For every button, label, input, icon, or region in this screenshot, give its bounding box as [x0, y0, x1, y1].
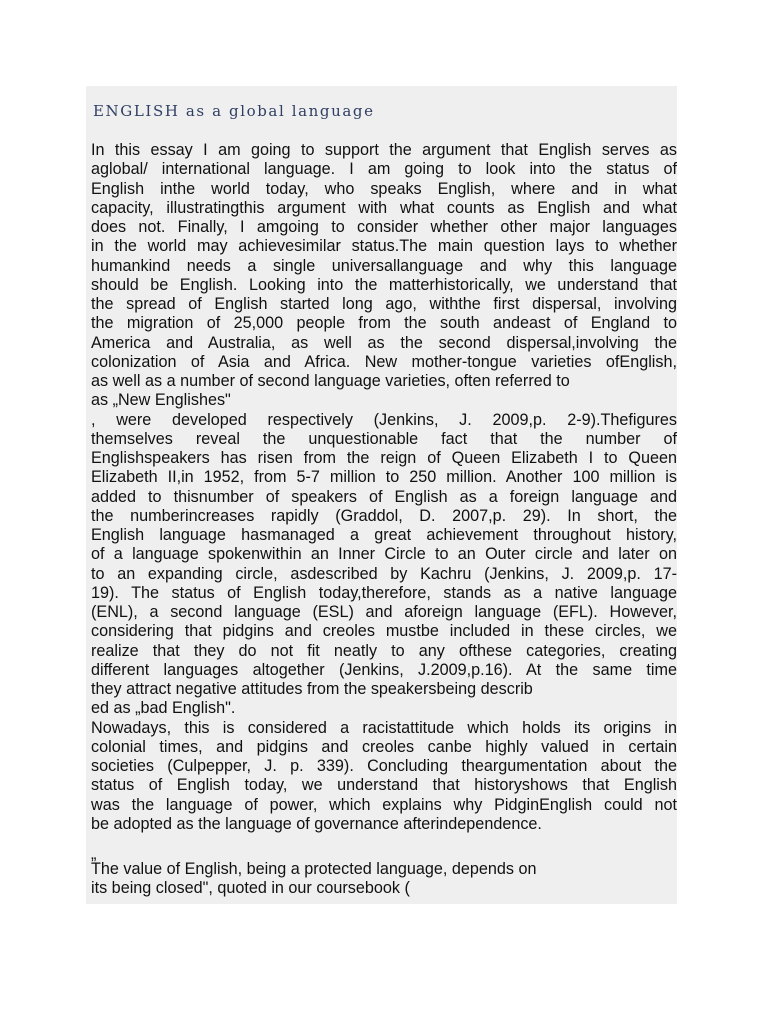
text-line: to an expanding circle, asdescribed by Kachru (Jenkins, J. 2009,p. 17-	[91, 564, 677, 583]
text-line: its being closed", quoted in our coursebook (	[91, 879, 410, 898]
text-line: The value of English, being a protected language, depends on	[91, 860, 537, 878]
text-line: realize that they do not fit neatly to any ofthese categories, creating	[91, 641, 677, 660]
text-line: capacity, illustratingthis argument with what counts as English and what	[91, 198, 677, 217]
text-line: added to thisnumber of speakers of English as a foreign language and	[91, 487, 677, 506]
text-line: should be English. Looking into the matterhistorically, we understand that	[91, 275, 677, 294]
text-line: 19). The status of English today,therefore, stands as a native language	[91, 583, 677, 602]
quote-mark: „	[91, 845, 97, 863]
text-line: status of English today, we understand that historyshows that English	[91, 776, 677, 795]
text-line: they attract negative attitudes from the speakersbeing describ	[91, 680, 533, 698]
text-line: be adopted as the language of governance afterindependence.	[91, 814, 542, 833]
document-body	[91, 141, 677, 899]
text-line: English language hasmanaged a great achievement throughout history,	[91, 526, 677, 544]
text-line: America and Australia, as well as the second dispersal,involving the	[91, 333, 677, 352]
text-line: in the world may achievesimilar status.The main question lays to whether	[91, 237, 677, 256]
text-line: aglobal/ international language. I am going to look into the status of	[91, 160, 677, 179]
text-line: the numberincreases rapidly (Graddol, D. 2007,p. 29). In short, the	[91, 506, 677, 525]
text-line: Englishspeakers has risen from the reign of Queen Elizabeth I to Queen	[91, 449, 677, 467]
text-line: the spread of English started long ago, withthe first dispersal, involving	[91, 295, 677, 313]
text-line: colonization of Asia and Africa. New mother-tongue varieties ofEnglish,	[91, 352, 677, 371]
text-line: the migration of 25,000 people from the south andeast of England to	[91, 314, 677, 333]
text-line: colonial times, and pidgins and creoles canbe highly valued in certain	[91, 737, 677, 756]
text-line: Elizabeth II,in 1952, from 5-7 million to 250 million. Another 100 million is	[91, 468, 677, 487]
text-line: of a language spokenwithin an Inner Circle to an Outer circle and later on	[91, 545, 677, 564]
document-title: ENGLISH as a global language	[93, 102, 375, 120]
text-line: (ENL), a second language (ESL) and aforeign language (EFL). However,	[91, 603, 677, 621]
text-line: as well as a number of second language varieties, often referred to	[91, 372, 570, 390]
text-line: Nowadays, this is considered a racistattitude which holds its origins in	[91, 718, 677, 737]
text-line: considering that pidgins and creoles mustbe included in these circles, we	[91, 622, 677, 641]
paragraph-gap	[91, 834, 677, 848]
document-page	[86, 86, 677, 904]
text-line: themselves reveal the unquestionable fact that the number of	[91, 429, 677, 448]
text-line: ed as „bad English".	[91, 699, 236, 718]
text-line: as „New Englishes"	[91, 391, 231, 410]
text-line: different languages altogether (Jenkins, J.2009,p.16). At the same time	[91, 660, 677, 679]
text-line: English inthe world today, who speaks English, where and in what	[91, 179, 677, 198]
text-line: does not. Finally, I amgoing to consider whether other major languages	[91, 218, 677, 236]
text-line: humankind needs a single universallanguage and why this language	[91, 256, 677, 275]
text-line: was the language of power, which explains why PidginEnglish could not	[91, 795, 677, 814]
text-line: , were developed respectively (Jenkins, J. 2009,p. 2-9).Thefigures	[91, 410, 677, 429]
text-line: In this essay I am going to support the argument that English serves as	[91, 141, 677, 159]
text-line: societies (Culpepper, J. p. 339). Concluding theargumentation about the	[91, 757, 677, 775]
